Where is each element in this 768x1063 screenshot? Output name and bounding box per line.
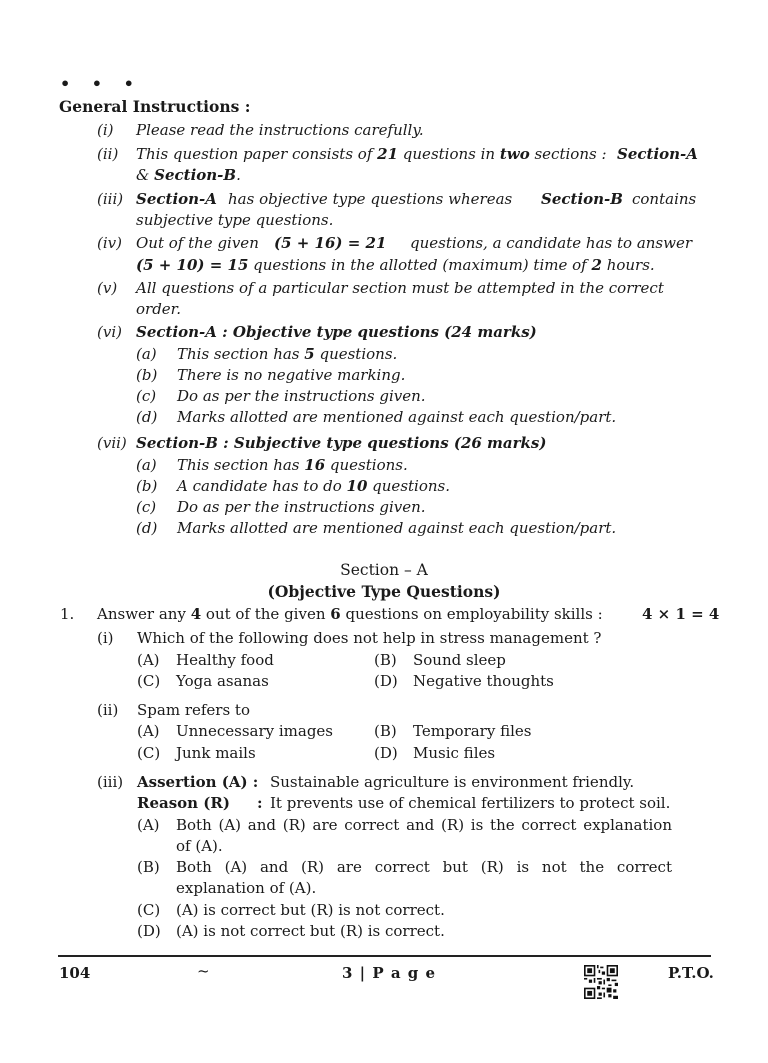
instruction-text: questions, a candidate has to answer [410, 234, 693, 252]
header-dots: • • • [60, 74, 142, 93]
question-text: Answer any 4 out of the given 6 questions on employability skills : [97, 605, 603, 623]
instruction-number: (ii) [97, 145, 119, 163]
instruction-text: (5 + 10) = 15 questions in the allotted (maximum) time of 2 hours. [136, 256, 655, 274]
instruction-number: (vi) [97, 323, 122, 341]
option-key: (D) [374, 672, 398, 690]
question-number: 1. [60, 605, 75, 623]
reason-label: Reason (R) [137, 794, 230, 812]
option-key: (D) [374, 744, 398, 762]
option-text: Negative thoughts [413, 672, 554, 690]
section-b-ref: Section-B [541, 190, 623, 208]
subquestion-number: (ii) [97, 701, 119, 719]
sub-item-text: Marks allotted are mentioned against each question/part. [177, 519, 617, 537]
instruction-number: (iv) [97, 234, 122, 252]
section-a-ref: Section-A [617, 145, 698, 163]
page-number: 3 | P a g e [342, 964, 437, 982]
instruction-number: (vii) [97, 434, 127, 452]
sub-item-number: (a) [136, 456, 157, 474]
option-text: Junk mails [176, 744, 256, 762]
sub-item-text: This section has 5 questions. [177, 345, 398, 363]
assertion-label: Assertion (A) : [137, 773, 259, 791]
sub-item-number: (b) [136, 477, 158, 495]
instruction-number: (i) [97, 121, 114, 139]
option-key: (A) [137, 816, 160, 834]
instruction-text: All questions of a particular section must be attempted in the correct [136, 279, 664, 297]
sub-item-number: (c) [136, 498, 157, 516]
instruction-text: & Section-B. [136, 166, 241, 184]
option-key: (B) [374, 651, 397, 669]
subquestion-number: (iii) [97, 773, 124, 791]
sub-item-text: There is no negative marking. [177, 366, 406, 384]
sub-item-number: (a) [136, 345, 157, 363]
instruction-text: order. [136, 300, 181, 318]
sub-item-text: This section has 16 questions. [177, 456, 408, 474]
instruction-text: subjective type questions. [136, 211, 334, 229]
section-b-heading: Section-B : Subjective type questions (26 marks) [136, 434, 547, 452]
option-text: of (A). [176, 837, 223, 855]
option-text: Temporary files [413, 722, 532, 740]
sub-item-number: (d) [136, 408, 158, 426]
section-title: Section – A [340, 561, 428, 579]
sub-item-text: A candidate has to do 10 questions. [177, 477, 450, 495]
question-marks: 4 × 1 = 4 [642, 605, 720, 623]
instruction-text: has objective type questions whereas [228, 190, 513, 208]
option-key: (A) [137, 722, 160, 740]
instructions-title: General Instructions : [59, 97, 251, 116]
section-a-heading: Section-A : Objective type questions (24 marks) [136, 323, 537, 341]
option-text: Yoga asanas [176, 672, 269, 690]
option-text: explanation of (A). [176, 879, 317, 897]
sub-item-number: (c) [136, 387, 157, 405]
instruction-text: Out of the given [136, 234, 259, 252]
instruction-number: (iii) [97, 190, 124, 208]
option-key: (C) [137, 672, 161, 690]
question-count-formula: (5 + 16) = 21 [274, 234, 387, 252]
instruction-number: (v) [97, 279, 118, 297]
sub-item-text: Marks allotted are mentioned against each question/part. [177, 408, 617, 426]
assertion-text: Sustainable agriculture is environment friendly. [270, 773, 635, 791]
instruction-text: This question paper consists of 21 questions in two sections : [136, 145, 607, 163]
option-key: (C) [137, 744, 161, 762]
option-text: Both (A) and (R) are correct and (R) is the correct explanation [176, 816, 672, 834]
option-key: (A) [137, 651, 160, 669]
section-a-ref: Section-A [136, 190, 217, 208]
option-key: (C) [137, 901, 161, 919]
option-text: Sound sleep [413, 651, 506, 669]
subquestion-text: Which of the following does not help in stress management ? [137, 629, 602, 647]
qr-code-icon [584, 965, 618, 999]
option-key: (B) [374, 722, 397, 740]
subquestion-text: Spam refers to [137, 701, 250, 719]
option-text: Both (A) and (R) are correct but (R) is not the correct [176, 858, 672, 876]
subquestion-number: (i) [97, 629, 114, 647]
reason-colon: : [257, 794, 263, 812]
option-key: (B) [137, 858, 160, 876]
option-text: Unnecessary images [176, 722, 334, 740]
pto-label: P.T.O. [668, 964, 714, 982]
instruction-text: Please read the instructions carefully. [136, 121, 424, 139]
section-subtitle: (Objective Type Questions) [267, 582, 501, 601]
paper-code: 104 [59, 964, 91, 982]
sub-item-number: (b) [136, 366, 158, 384]
option-text: Music files [413, 744, 496, 762]
sub-item-text: Do as per the instructions given. [177, 498, 426, 516]
option-text: Healthy food [176, 651, 274, 669]
sub-item-text: Do as per the instructions given. [177, 387, 426, 405]
sub-item-number: (d) [136, 519, 158, 537]
reason-text: It prevents use of chemical fertilizers to protect soil. [270, 794, 671, 812]
option-text: (A) is not correct but (R) is correct. [176, 922, 445, 940]
option-text: (A) is correct but (R) is not correct. [176, 901, 445, 919]
option-key: (D) [137, 922, 161, 940]
instruction-text: contains [632, 190, 697, 208]
footer-tilde: ~ [197, 962, 210, 980]
footer-divider [58, 955, 711, 957]
